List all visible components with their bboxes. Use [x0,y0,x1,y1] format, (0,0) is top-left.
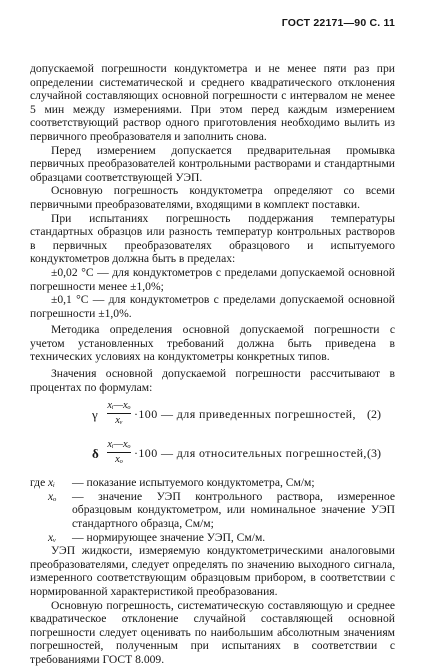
page-header: ГОСТ 22171—90 С. 11 [281,17,395,29]
formula-text: ·100 — для относительных погрешностей, [134,446,367,461]
paragraph: При испытаниях погрешность поддержания температуры стандартных образцов или разность температур контрольных растворов в первичных преобразователях образцового и испытуемого кондуктометров должна быть в пределах: [30,211,395,266]
body-text [30,62,395,667]
formula-denominator: xᵥ [115,415,123,427]
formula-numerator: xᵢ—xₒ [107,439,131,453]
paragraph: УЭП жидкости, измеряемую кондуктометрическими аналоговыми преобразователями, следует определять по значению выходного сигнала, измеренного соответствующим образцовым прибором, в соответствии с нормированной характеристикой преобразования. [30,544,395,598]
formula-reduced-error [30,399,395,433]
formula-symbol: δ [92,446,99,462]
paragraph: ±0,02 °С — для кондуктометров с пределами допускаемой основной погрешности менее ±1,0%; [30,265,395,293]
definition-text: — показание испытуемого кондуктометра, См/м; [72,476,315,490]
definition-text: — значение УЭП контрольного раствора, измеренное образцовым кондуктометром, или номинальное значение УЭП стандартного образца, См/м; [72,489,395,531]
variable-definitions [30,476,395,544]
definition-item [30,531,395,545]
definition-lead: где [30,476,46,490]
formula-number: (3) [367,446,381,461]
formula-numerator: xᵢ—xₒ [107,400,131,414]
definition-item [30,476,395,490]
paragraph: ±0,1 °С — для кондуктометров с пределами допускаемой основной погрешности ±1,0%. [30,293,395,320]
formula-relative-error [30,438,395,472]
formula-symbol: γ [92,407,98,423]
paragraph: Основную погрешность кондуктометра определяют со всеми первичными преобразователями, входящими в комплект поставки. [30,184,395,211]
formula-denominator: xₒ [115,454,123,466]
paragraph: допускаемой погрешности кондуктометра и не менее пяти раз при определении систематической и среднего квадратического отклонения случайной составляющих основной погрешности с интервалом не менее 5 мин между измерениями. При этом перед каждым измерением соответствующий раствор одного приготовления необходимо вылить из первичного преобразователя и заполнить снова. [30,62,395,143]
formula-fraction [107,439,131,466]
formula-text: ·100 — для приведенных погрешностей, [134,407,356,422]
definition-symbol: xᵥ [48,530,57,544]
paragraph: Значения основной допускаемой погрешности рассчитывают в процентах по формулам: [30,367,395,394]
formula-fraction [107,400,131,427]
paragraph: Перед измерением допускается предварительная промывка первичных преобразователей контрольными растворами и стандартными образцами соответствующей УЭП. [30,143,395,184]
definition-symbol: xᵢ [48,476,55,490]
definition-item [30,490,395,531]
paragraph: Методика определения основной допускаемой погрешности с учетом установленных требований должна быть приведена в технических условиях на кондуктометры конкретных типов. [30,323,395,364]
definition-symbol: xₒ [48,489,57,503]
definition-text: — нормирующее значение УЭП, См/м. [72,530,266,544]
formula-number: (2) [367,407,381,422]
paragraph: Основную погрешность, систематическую составляющую и среднее квадратическое отклонение случайной составляющей основной погрешности следует оценивать по наибольшим абсолютным значениям погрешностей, полученным при испытаниях в соответствии с требованиями ГОСТ 8.009. [30,598,395,666]
